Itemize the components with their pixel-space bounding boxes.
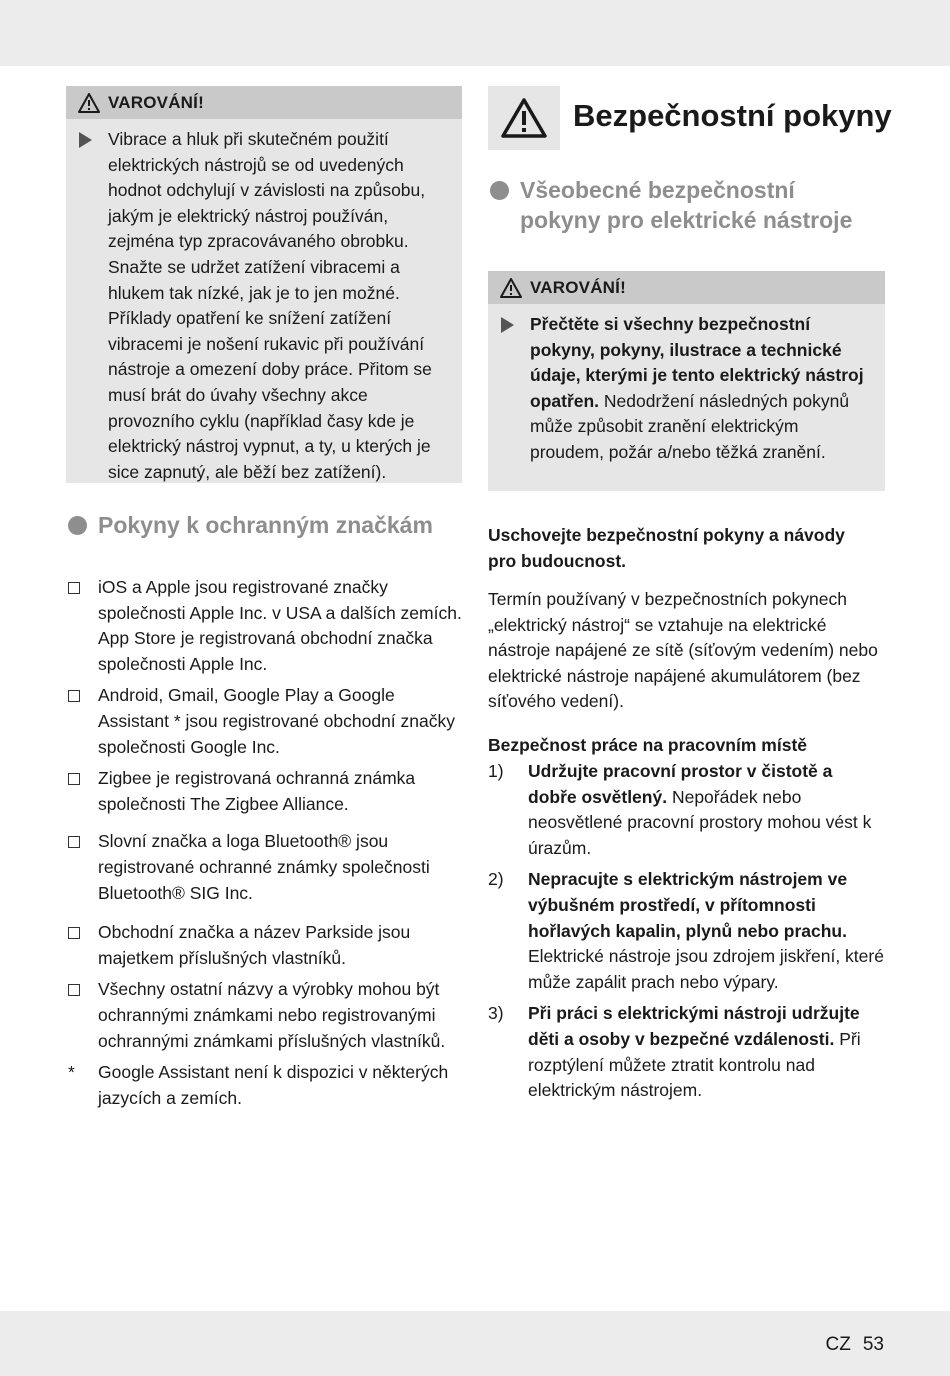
warning-bold-text: Přečtěte si všechny bezpečnostní pokyny, pokyny, ilustrace a technické údaje, kterými je tento elektrický nástroj opatřen. <box>530 314 864 411</box>
workplace-heading: Bezpečnost práce na pracovním místě <box>488 735 807 755</box>
bottom-band <box>0 1311 950 1376</box>
checkbox-icon <box>68 927 80 939</box>
warning-text-2: Snažte se udržet zatížení vibracemi a hlukem tak nízké, jak je to jen možné. Příklady opatření ke snížení zatížení vibracemi je nošení rukavic při používání nástroje a omezení doby práce. Přitom se musí brát do úvahy všechny akce provozního cyklu (například časy kde je elektrický nástroj vypnut, a ty, u kterých je sice zapnutý, ale běží bez zatížení). <box>108 256 432 482</box>
list-item: Android, Gmail, Google Play a Google Assistant * jsou registrované obchodní značky společnosti Google Inc. <box>66 683 462 760</box>
read-instructions-warning-box <box>488 271 885 491</box>
term-definition: Termín používaný v bezpečnostních pokynech „elektrický nástroj“ se vztahuje na elektrické nástroje napájené ze sítě (síťovým vedením) nebo elektrické nástroje napájené akumulátorem (bez síťového vedení). <box>488 589 878 712</box>
bullet-dot-icon <box>68 516 87 535</box>
warning-header <box>66 86 462 119</box>
checkbox-icon <box>68 582 80 594</box>
warning-triangle-icon <box>500 97 548 139</box>
warning-text-1: Vibrace a hluk při skutečném použití elektrických nástrojů se od uvedených hodnot odchylují v závislosti na způsobu, jakým je elektrický nástroj používán, zejména typ zpracovávaného obrobku. <box>108 129 426 252</box>
list-item: 3) Při práci s elektrickými nástroji udržujte děti a osoby v bezpečné vzdálenosti. Při rozptýlení můžete ztratit kontrolu nad elektrickým nástrojem. <box>488 1003 861 1101</box>
list-item: Obchodní značka a název Parkside jsou majetkem příslušných vlastníků. <box>66 920 462 971</box>
checkbox-icon <box>68 984 80 996</box>
arrow-right-icon <box>79 132 92 148</box>
top-band <box>0 0 950 66</box>
trademark-list <box>66 575 462 1117</box>
checkbox-icon <box>68 836 80 848</box>
workplace-list <box>488 759 885 1110</box>
warning-label: VAROVÁNÍ! <box>108 92 204 112</box>
page-footer <box>826 1334 884 1356</box>
warning-label: VAROVÁNÍ! <box>530 277 626 297</box>
warning-body <box>66 119 462 493</box>
warning-triangle-icon <box>78 93 100 113</box>
warning-body <box>488 304 885 474</box>
footnote: * Google Assistant není k dispozici v některých jazycích a zemích. <box>68 1062 449 1108</box>
keep-instructions: Uschovejte bezpečnostní pokyny a návody pro budoucnost. <box>488 525 845 571</box>
page-number: 53 <box>862 1334 884 1355</box>
list-item: Slovní značka a loga Bluetooth® jsou registrované ochranné známky společnosti Bluetooth® SIG Inc. <box>66 829 462 906</box>
list-item: 2) Nepracujte s elektrickým nástrojem ve výbušném prostředí, v přítomnosti hořlavých kapalin, plynů nebo prachu. Elektrické nástroje jsou zdrojem jiskření, které může zapálit prach nebo výpary. <box>488 869 884 992</box>
warning-header <box>488 271 885 304</box>
title-warning-box <box>488 86 560 150</box>
bullet-dot-icon <box>490 181 509 200</box>
trademarks-heading: Pokyny k ochranným značkám <box>66 510 458 540</box>
list-item: Všechny ostatní názvy a výrobky mohou být ochrannými známkami nebo registrovanými ochrannými známkami příslušných vlastníků. <box>66 977 462 1054</box>
arrow-right-icon <box>501 317 514 333</box>
general-safety-heading: Všeobecné bezpečnostní pokyny pro elektrické nástroje <box>488 175 860 235</box>
checkbox-icon <box>68 690 80 702</box>
page-title: Bezpečnostní pokyny <box>573 98 892 133</box>
list-item: iOS a Apple jsou registrované značky společnosti Apple Inc. v USA a dalších zemích. App Store je registrovaná obchodní značka společnosti Apple Inc. <box>66 575 462 677</box>
list-item: 1) Udržujte pracovní prostor v čistotě a dobře osvětlený. Nepořádek nebo neosvětlené pracovní prostory mohou vést k úrazům. <box>488 761 872 858</box>
checkbox-icon <box>68 773 80 785</box>
vibration-warning-box <box>66 86 462 483</box>
warning-triangle-icon <box>500 278 522 298</box>
list-item: Zigbee je registrovaná ochranná známka společnosti The Zigbee Alliance. <box>66 766 462 817</box>
footnote-mark: * <box>68 1062 75 1083</box>
warning-text: Nedodržení následných pokynů může způsobit zranění elektrickým proudem, požár a/nebo těžká zranění. <box>530 390 850 462</box>
language-code: CZ <box>825 1334 851 1355</box>
